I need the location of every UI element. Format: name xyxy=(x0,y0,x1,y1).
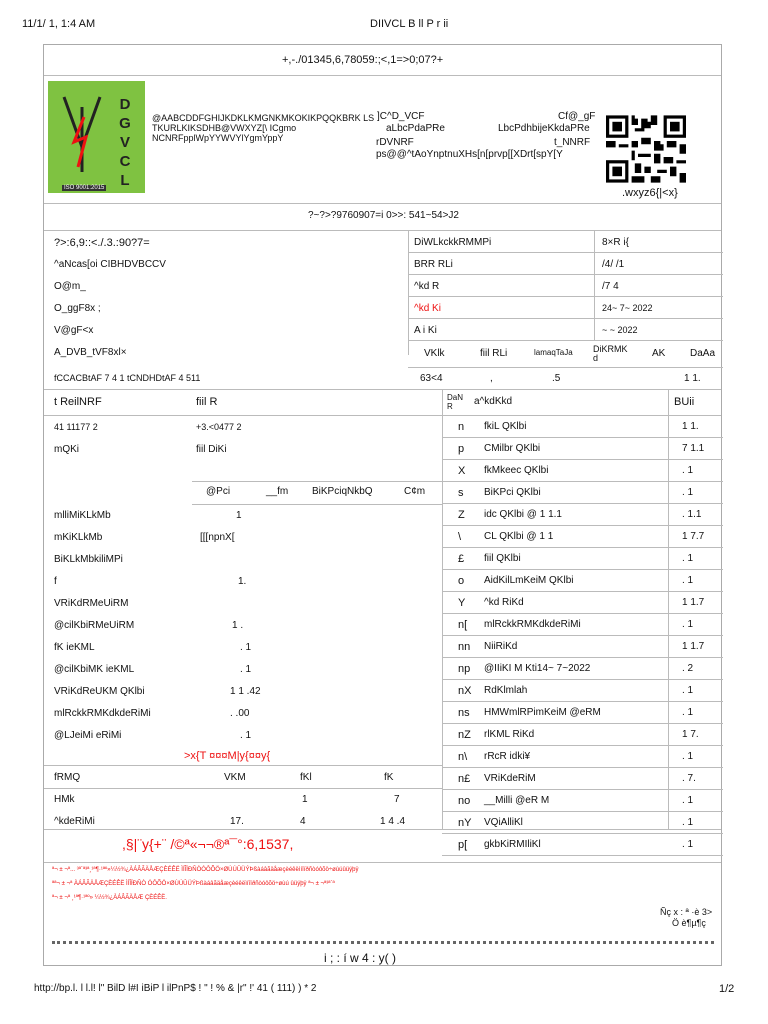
charge-label: @LJeiMi eRiMi xyxy=(54,730,122,741)
row-value: . 1 xyxy=(682,795,694,806)
load-h4: C¢m xyxy=(404,486,426,497)
row-code: £ xyxy=(458,553,465,565)
tower-icon xyxy=(52,87,112,177)
address-1: O@m_ xyxy=(54,281,86,292)
meter-v5: 1 1. xyxy=(684,373,701,384)
signature-line-1: Ñç x : ª ·è 3> xyxy=(660,907,713,917)
org-name: @AABCDDFGHIJKDKLKMGNKMKOKIKPQQKBRK LS TKURLKIKSDHB@VWXYZ[\ ICgmo NCNRFpplWpYYWVYlYgmYppY xyxy=(152,113,375,143)
bottom-val: 1 4 .4 xyxy=(380,816,406,827)
bottom-h1: fRMQ xyxy=(54,772,81,783)
browser-title: DIIVCL B ll P r ii xyxy=(370,18,449,30)
bottom-val: 4 xyxy=(300,816,306,827)
note-line: ª¬ ± ¬ª ¸¹ª¶·¹ªº» ¼½¾¿ÀÁÂÃÄÅÆ ÇÈÉÊË. xyxy=(52,895,167,901)
row-value: . 1 xyxy=(682,707,694,718)
info-label: ^kd R xyxy=(414,281,440,292)
load-h3: BiKPciqNkbQ xyxy=(312,486,373,497)
row-label: idc QKlbi @ 1 1.1 xyxy=(484,509,562,520)
row-label: BiKPci QKlbi xyxy=(484,487,541,498)
meter-c2: lamaqTaJa xyxy=(534,348,573,357)
left-row-val: fiil DiKi xyxy=(196,444,227,455)
left-row: 41 11177 2 xyxy=(54,422,98,432)
consumer-no: ?>:6,9::<./.3.:90?7= xyxy=(54,237,150,249)
row-code: s xyxy=(458,487,464,499)
meter-v2: , xyxy=(490,373,493,384)
title-row xyxy=(44,45,721,76)
bottom-label: HMk xyxy=(54,794,75,805)
meter-c1: fiil RLi xyxy=(480,348,508,359)
qr-code-icon xyxy=(606,115,686,183)
head-r2: a^kdKkd xyxy=(474,396,513,407)
row-label: fkMkeec QKlbi xyxy=(484,465,549,476)
logo-letters xyxy=(115,95,135,190)
qr-caption: .wxyz6{|<x} xyxy=(622,187,678,199)
office-line-3: rDVNRF xyxy=(376,137,414,148)
logo-letter: G xyxy=(119,115,131,132)
info-label: BRR RLi xyxy=(414,259,453,270)
info-value: /7 4 xyxy=(602,281,619,292)
note-line: ªª¬ ± ¬ª ÀÁÂÃÄÅÆÇÈÉÊË ÌÍÎÏÐÑÒ ÓÔÕÖ×ØÙÚÛÜÝÞßàáâãäåæçèéêëìíîïðñòóôõö÷øùú ûüýþÿ ª¬ ± ¬ª³ª´ª xyxy=(52,881,335,887)
bottom-val: 7 xyxy=(394,794,400,805)
charge-label: fK ieKML xyxy=(54,642,95,653)
row-code: Z xyxy=(458,509,465,521)
row-label: VQiAlliKl xyxy=(484,817,523,828)
charge-val: 1 1 .42 xyxy=(230,686,261,697)
meter-label: VKlk xyxy=(424,348,445,359)
row-code: n£ xyxy=(458,773,471,785)
bottom-h2: VKM xyxy=(224,772,246,783)
bottom-val: 17. xyxy=(230,816,244,827)
charge-label: f xyxy=(54,576,57,587)
row-label: @IIiKI M Kti14~ 7~2022 xyxy=(484,663,591,674)
meter-c4: AK xyxy=(652,348,666,359)
address-4: A_DVB_tVF8xl× xyxy=(54,347,127,358)
row-code: \ xyxy=(458,531,462,543)
row-code: np xyxy=(458,663,471,675)
row-label: NiiRiKd xyxy=(484,641,518,652)
charge-val: . .00 xyxy=(230,708,250,719)
row-label: CMilbr QKlbi xyxy=(484,443,541,454)
row-value: 1 7. xyxy=(682,729,699,740)
row-code: p[ xyxy=(458,839,468,851)
row-code: nn xyxy=(458,641,471,653)
charge-label: @cilKbiRMeUiRM xyxy=(54,620,135,631)
info-row-line xyxy=(408,274,723,297)
row-code: nX xyxy=(458,685,472,697)
row-label: fiil QKlbi xyxy=(484,553,521,564)
logo-letter: L xyxy=(120,172,130,189)
charge-label: VRiKdRMeUiRM xyxy=(54,598,129,609)
address-3: V@gF<x xyxy=(54,325,94,336)
bill-date-label: ^kd Ki xyxy=(414,303,441,314)
row-label: mlRckkRMKdkdeRiMi xyxy=(484,619,581,630)
row-label: fkiL QKlbi xyxy=(484,421,527,432)
info-row-line xyxy=(408,252,723,275)
office-line-2: aLbcPdaPRe xyxy=(386,123,445,134)
bottom-label: ^kdeRiMi xyxy=(54,816,95,827)
left-row: mQKi xyxy=(54,444,79,455)
head-r3: BUii xyxy=(674,396,695,408)
info-value: ~ ~ 2022 xyxy=(602,325,638,335)
meter-v1: 63<4 xyxy=(420,373,443,384)
table-head xyxy=(44,389,721,416)
meter-c3: DiKRMK d xyxy=(593,344,628,363)
row-code: nY xyxy=(458,817,472,829)
bottom-h4: fK xyxy=(384,772,394,783)
charge-label: @cilKbiMK ieKML xyxy=(54,664,135,675)
cut-line xyxy=(52,941,714,944)
info-row-line xyxy=(408,296,723,319)
logo-letter: C xyxy=(119,153,131,170)
left-row-val: +3.<0477 2 xyxy=(196,422,242,432)
row-value: . 1 xyxy=(682,619,694,630)
row-value: . 1.1 xyxy=(682,509,702,520)
net-payable-banner: ,§|¨y{+¨ /©ª«¬¬®ª¯°:6,1537, xyxy=(122,836,294,852)
row-value: . 1 xyxy=(682,839,694,850)
signature-line-2: Ö è¶µ¶ç xyxy=(672,918,706,928)
tariff-line: fCCACBtAF 7 4 1 tCNDHDtAF 4 511 xyxy=(54,373,201,383)
address-2: O_ggF8x ; xyxy=(54,303,101,314)
org-block xyxy=(44,75,721,204)
load-row-label: mKiKLkMb xyxy=(54,532,103,543)
row-value: 1 1. xyxy=(682,421,699,432)
charge-label: mlRckkRMKdkdeRiMi xyxy=(54,708,151,719)
bottom-val: 1 xyxy=(302,794,308,805)
head-l2: fiil R xyxy=(196,396,218,408)
office-line-1: ]C^D_VCF xyxy=(377,111,425,122)
row-value: . 1 xyxy=(682,751,694,762)
charge-val: . 1 xyxy=(240,642,252,653)
note-line: ª¬ ± ¬ª... ³ª´ª³ª¸¹ª¶·¹ªº»¼½¾¿ÀÁÂÃÄÅÆÇÈÉÊË ÌÍÎÏÐÑÒÓÔÕÖ×ØÙÚÛÜÝÞßàáâãäåæçèéêëìíîïðñòóôõö÷øùúûüýþÿ xyxy=(52,867,359,873)
row-value: . 1 xyxy=(682,553,694,564)
row-code: n[ xyxy=(458,619,468,631)
row-value: 1 1.7 xyxy=(682,641,705,652)
logo-letter: D xyxy=(119,96,131,113)
row-value: 7 1.1 xyxy=(682,443,705,454)
right-line-3: t_NNRF xyxy=(554,137,591,148)
row-value: 1 7.7 xyxy=(682,531,705,542)
load-row-val: [[[npnX[ xyxy=(200,532,235,543)
notes-top xyxy=(44,829,721,863)
subtitle-row xyxy=(44,203,721,231)
info-label: DiWLkckkRMMPi xyxy=(414,237,492,248)
charge-val: 1. xyxy=(238,576,247,587)
row-code: n\ xyxy=(458,751,468,763)
browser-datetime: 11/1/ 1, 1:4 AM xyxy=(22,18,96,30)
logo-letter: V xyxy=(119,134,130,151)
info-value: 8×R i{ xyxy=(602,237,629,248)
meter-v3: .5 xyxy=(552,373,561,384)
load-h1: @Pci xyxy=(206,486,231,497)
row-label: AidKilLmKeiM QKlbi xyxy=(484,575,574,586)
row-label: gkbKiRMIliKl xyxy=(484,839,541,850)
dgvcl-logo xyxy=(48,81,145,193)
right-line-2: LbcPdhbijeKkdaPRe xyxy=(498,123,590,134)
head-r1: DaN R xyxy=(447,393,464,411)
row-code: p xyxy=(458,443,465,455)
row-label: CL QKlbi @ 1 1 xyxy=(484,531,554,542)
load-row-label: mlliMiKLkMb xyxy=(54,510,111,521)
row-value: 1 1.7 xyxy=(682,597,705,608)
right-line-1: Cf@_gF xyxy=(558,111,596,122)
bill-date-value: 24~ 7~ 2022 xyxy=(602,303,653,313)
bill-frame xyxy=(43,44,722,966)
info-value: /4/ /1 xyxy=(602,259,625,270)
row-value: . 2 xyxy=(682,663,694,674)
bottom-h3: fKl xyxy=(300,772,312,783)
bill-title: +,-./01345,6,78059:;<,1=>0;07?+ xyxy=(282,54,444,66)
row-value: . 1 xyxy=(682,487,694,498)
load-row-label: BiKLkMbkiliMPi xyxy=(54,554,123,565)
consumer-name: ^aNcas[oi CIBHDVBCCV xyxy=(54,259,166,270)
row-value: . 1 xyxy=(682,817,694,828)
load-h2: __fm xyxy=(266,486,289,497)
head-l1: t ReilNRF xyxy=(54,396,102,408)
row-code: nZ xyxy=(458,729,471,741)
charge-val: . 1 xyxy=(240,664,252,675)
row-label: HMWmlRPimKeiM @eRM xyxy=(484,707,601,718)
page-number: 1/2 xyxy=(719,983,735,995)
row-code: no xyxy=(458,795,471,807)
row-label: rRcR idki¥ xyxy=(484,751,531,762)
warning-banner: >x{T ¤¤¤M|y{¤¤y{ xyxy=(184,750,271,762)
row-label: RdKlmlah xyxy=(484,685,528,696)
row-code: X xyxy=(458,465,466,477)
charge-label: VRiKdReUKM QKlbi xyxy=(54,686,145,697)
bill-subtitle: ?~?>?9760907=i 0>>: 541~54>J2 xyxy=(308,210,459,221)
row-label: __Milli @eR M xyxy=(484,795,550,806)
row-label: VRiKdeRiM xyxy=(484,773,536,784)
footer-band: i ; : í w 4 : y( ) xyxy=(324,951,397,965)
info-row-line xyxy=(408,318,723,341)
row-label: rlKML RiKd xyxy=(484,729,535,740)
row-value: . 1 xyxy=(682,685,694,696)
charge-val: . 1 xyxy=(240,730,252,741)
iso-badge: ISO 9001:2015 xyxy=(64,185,105,191)
row-code: ns xyxy=(458,707,470,719)
charge-val: 1 . xyxy=(232,620,244,631)
load-row-val: 1 xyxy=(236,510,242,521)
row-label: ^kd RiKd xyxy=(484,597,524,608)
office-line-4: ps@@^tAoYnptnuXHs[n[prvp[[XDrt[spY[Y xyxy=(376,149,563,160)
row-value: . 1 xyxy=(682,575,694,586)
row-code: n xyxy=(458,421,465,433)
row-code: Y xyxy=(458,597,466,609)
row-code: o xyxy=(458,575,465,587)
meter-c5: DaAa xyxy=(690,348,716,359)
info-label: A i Ki xyxy=(414,325,437,336)
row-value: . 1 xyxy=(682,465,694,476)
row-value: . 7. xyxy=(682,773,696,784)
browser-url[interactable]: http://bp.l. l l.l! l" BilD l#I iBiP l ilPnP$ ! " ! % & |r" !' 41 ( 111) ) * 2 xyxy=(34,983,317,994)
